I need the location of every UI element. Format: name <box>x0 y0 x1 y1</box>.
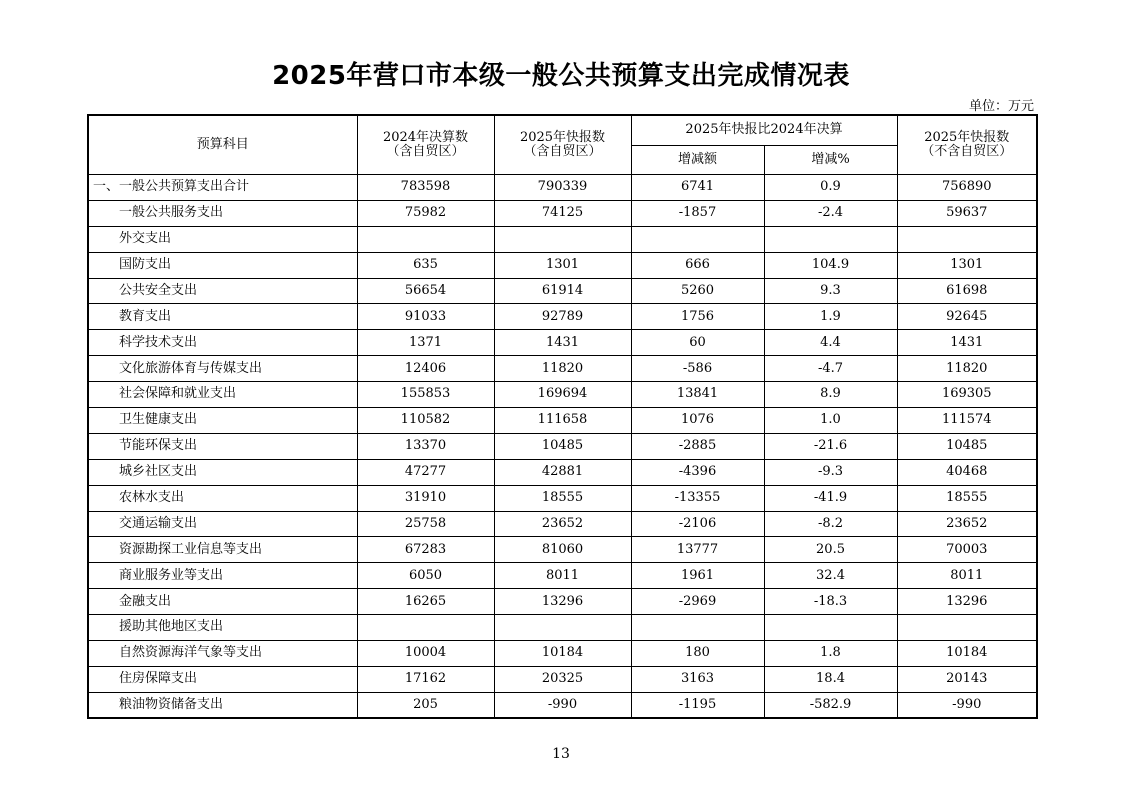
cell-2024-actual: 17162 <box>357 666 494 692</box>
cell-change-amount: -2885 <box>631 433 764 459</box>
cell-change-amount: 13841 <box>631 382 764 408</box>
cell-subject: 交通运输支出 <box>88 511 357 537</box>
cell-2025-flash-excl: 169305 <box>897 382 1037 408</box>
table-row <box>88 537 1037 563</box>
cell-change-pct: 18.4 <box>764 666 897 692</box>
cell-change-amount: 6741 <box>631 175 764 201</box>
cell-2025-flash <box>494 226 631 252</box>
cell-2025-flash: 11820 <box>494 356 631 382</box>
cell-change-amount: -1195 <box>631 692 764 718</box>
cell-2025-flash-excl: 111574 <box>897 408 1037 434</box>
cell-change-pct: -18.3 <box>764 589 897 615</box>
cell-subject: 卫生健康支出 <box>88 408 357 434</box>
cell-2024-actual: 75982 <box>357 200 494 226</box>
cell-2025-flash <box>494 615 631 641</box>
cell-2024-actual: 56654 <box>357 278 494 304</box>
cell-subject: 城乡社区支出 <box>88 459 357 485</box>
table-row <box>88 330 1037 356</box>
cell-subject: 粮油物资储备支出 <box>88 692 357 718</box>
cell-2024-actual: 12406 <box>357 356 494 382</box>
header-2024-actual-line2: （含自贸区） <box>386 144 465 159</box>
cell-2024-actual: 67283 <box>357 537 494 563</box>
cell-subject: 社会保障和就业支出 <box>88 382 357 408</box>
cell-2025-flash: 1431 <box>494 330 631 356</box>
cell-subject: 一般公共服务支出 <box>88 200 357 226</box>
cell-change-pct: -8.2 <box>764 511 897 537</box>
cell-2025-flash: 8011 <box>494 563 631 589</box>
header-2025-flash-line2: （含自贸区） <box>523 144 602 159</box>
budget-table <box>87 114 1038 719</box>
cell-2024-actual: 6050 <box>357 563 494 589</box>
cell-change-amount: -2106 <box>631 511 764 537</box>
cell-2025-flash-excl: 10184 <box>897 641 1037 667</box>
header-2025-flash-line1: 2025年快报数 <box>519 129 606 145</box>
cell-change-amount: 1961 <box>631 563 764 589</box>
cell-2025-flash-excl: 92645 <box>897 304 1037 330</box>
cell-2025-flash: 23652 <box>494 511 631 537</box>
cell-2025-flash: 111658 <box>494 408 631 434</box>
header-change-pct: 增减% <box>764 146 897 175</box>
cell-subject: 金融支出 <box>88 589 357 615</box>
cell-2025-flash: 92789 <box>494 304 631 330</box>
table-row <box>88 641 1037 667</box>
header-2025-flash-excl-line2: （不含自贸区） <box>921 144 1013 159</box>
cell-2024-actual: 635 <box>357 252 494 278</box>
cell-change-amount <box>631 615 764 641</box>
cell-change-amount: -1857 <box>631 200 764 226</box>
cell-change-amount: 13777 <box>631 537 764 563</box>
table-row <box>88 485 1037 511</box>
cell-subject: 国防支出 <box>88 252 357 278</box>
cell-2024-actual: 10004 <box>357 641 494 667</box>
cell-subject: 公共安全支出 <box>88 278 357 304</box>
cell-subject: 自然资源海洋气象等支出 <box>88 641 357 667</box>
cell-change-pct: -9.3 <box>764 459 897 485</box>
cell-change-amount <box>631 226 764 252</box>
cell-2025-flash-excl: 11820 <box>897 356 1037 382</box>
cell-2024-actual: 13370 <box>357 433 494 459</box>
cell-subject: 援助其他地区支出 <box>88 615 357 641</box>
table-row <box>88 278 1037 304</box>
cell-change-pct: 4.4 <box>764 330 897 356</box>
cell-2024-actual: 91033 <box>357 304 494 330</box>
cell-subject: 科学技术支出 <box>88 330 357 356</box>
table-row <box>88 511 1037 537</box>
cell-2024-actual <box>357 226 494 252</box>
cell-2025-flash: 10485 <box>494 433 631 459</box>
page-title: 2025年营口市本级一般公共预算支出完成情况表 <box>272 61 850 91</box>
cell-2024-actual: 783598 <box>357 175 494 201</box>
table-row <box>88 252 1037 278</box>
cell-2025-flash-excl: 756890 <box>897 175 1037 201</box>
table-row <box>88 304 1037 330</box>
table-header-row <box>88 115 1037 146</box>
cell-change-pct: -21.6 <box>764 433 897 459</box>
cell-2025-flash-excl: 59637 <box>897 200 1037 226</box>
cell-2025-flash-excl: 61698 <box>897 278 1037 304</box>
cell-2025-flash: 10184 <box>494 641 631 667</box>
cell-change-amount: -4396 <box>631 459 764 485</box>
cell-subject: 资源勘探工业信息等支出 <box>88 537 357 563</box>
table-row <box>88 692 1037 718</box>
cell-2025-flash: 169694 <box>494 382 631 408</box>
table-row <box>88 433 1037 459</box>
cell-subject: 商业服务业等支出 <box>88 563 357 589</box>
cell-2024-actual: 16265 <box>357 589 494 615</box>
cell-2025-flash-excl: 10485 <box>897 433 1037 459</box>
cell-change-pct: 1.8 <box>764 641 897 667</box>
table-row <box>88 563 1037 589</box>
cell-change-pct: 20.5 <box>764 537 897 563</box>
cell-subject: 教育支出 <box>88 304 357 330</box>
cell-2025-flash-excl <box>897 615 1037 641</box>
cell-change-amount: -2969 <box>631 589 764 615</box>
cell-2025-flash: 790339 <box>494 175 631 201</box>
table-row <box>88 589 1037 615</box>
cell-change-pct: -2.4 <box>764 200 897 226</box>
cell-2025-flash: 20325 <box>494 666 631 692</box>
cell-change-pct: 0.9 <box>764 175 897 201</box>
cell-2025-flash-excl: 20143 <box>897 666 1037 692</box>
cell-2024-actual: 205 <box>357 692 494 718</box>
table-row <box>88 408 1037 434</box>
cell-2025-flash-excl: 13296 <box>897 589 1037 615</box>
cell-change-pct: 104.9 <box>764 252 897 278</box>
cell-change-amount: 666 <box>631 252 764 278</box>
table-row <box>88 615 1037 641</box>
header-compare-group: 2025年快报比2024年决算 <box>631 115 897 146</box>
header-2025-flash-excl-line1: 2025年快报数 <box>924 129 1010 145</box>
header-subject: 预算科目 <box>88 115 357 175</box>
cell-2025-flash-excl: 1431 <box>897 330 1037 356</box>
cell-2025-flash: 13296 <box>494 589 631 615</box>
header-2024-actual-line1: 2024年决算数 <box>382 129 469 145</box>
cell-change-pct: -41.9 <box>764 485 897 511</box>
cell-change-pct: 1.9 <box>764 304 897 330</box>
table-row <box>88 200 1037 226</box>
cell-change-amount: -586 <box>631 356 764 382</box>
table-row <box>88 666 1037 692</box>
cell-change-amount: 3163 <box>631 666 764 692</box>
table-body <box>88 175 1037 719</box>
cell-2025-flash-excl: -990 <box>897 692 1037 718</box>
cell-change-amount: 1756 <box>631 304 764 330</box>
table-row <box>88 175 1037 201</box>
cell-2025-flash-excl: 40468 <box>897 459 1037 485</box>
cell-change-pct <box>764 615 897 641</box>
header-2025-flash <box>494 115 631 175</box>
cell-2025-flash: 81060 <box>494 537 631 563</box>
unit-label: 单位：万元 <box>968 99 1034 114</box>
cell-2025-flash: -990 <box>494 692 631 718</box>
cell-change-pct <box>764 226 897 252</box>
cell-subject: 外交支出 <box>88 226 357 252</box>
cell-2025-flash-excl: 23652 <box>897 511 1037 537</box>
cell-2025-flash-excl: 1301 <box>897 252 1037 278</box>
table-row <box>88 356 1037 382</box>
header-2024-actual <box>357 115 494 175</box>
cell-2025-flash-excl <box>897 226 1037 252</box>
cell-subject: 住房保障支出 <box>88 666 357 692</box>
cell-change-amount: 1076 <box>631 408 764 434</box>
header-2025-flash-excl <box>897 115 1037 175</box>
table-row <box>88 459 1037 485</box>
cell-change-pct: 9.3 <box>764 278 897 304</box>
page-number: 13 <box>552 746 570 762</box>
cell-2025-flash-excl: 8011 <box>897 563 1037 589</box>
cell-change-pct: 32.4 <box>764 563 897 589</box>
table-row <box>88 382 1037 408</box>
table-row <box>88 226 1037 252</box>
cell-2024-actual: 47277 <box>357 459 494 485</box>
cell-change-amount: 60 <box>631 330 764 356</box>
cell-2024-actual <box>357 615 494 641</box>
cell-subject: 农林水支出 <box>88 485 357 511</box>
cell-2025-flash-excl: 18555 <box>897 485 1037 511</box>
cell-2025-flash: 61914 <box>494 278 631 304</box>
header-change-amount: 增减额 <box>631 146 764 175</box>
cell-2024-actual: 31910 <box>357 485 494 511</box>
cell-change-pct: -582.9 <box>764 692 897 718</box>
cell-2025-flash: 42881 <box>494 459 631 485</box>
cell-2024-actual: 25758 <box>357 511 494 537</box>
cell-change-pct: 8.9 <box>764 382 897 408</box>
cell-2025-flash: 74125 <box>494 200 631 226</box>
cell-2025-flash: 18555 <box>494 485 631 511</box>
cell-subject: 一、一般公共预算支出合计 <box>88 175 357 201</box>
cell-change-pct: 1.0 <box>764 408 897 434</box>
cell-2025-flash-excl: 70003 <box>897 537 1037 563</box>
cell-2024-actual: 110582 <box>357 408 494 434</box>
cell-change-pct: -4.7 <box>764 356 897 382</box>
cell-change-amount: 5260 <box>631 278 764 304</box>
cell-change-amount: 180 <box>631 641 764 667</box>
cell-2024-actual: 1371 <box>357 330 494 356</box>
cell-subject: 文化旅游体育与传媒支出 <box>88 356 357 382</box>
cell-change-amount: -13355 <box>631 485 764 511</box>
cell-2024-actual: 155853 <box>357 382 494 408</box>
cell-subject: 节能环保支出 <box>88 433 357 459</box>
cell-2025-flash: 1301 <box>494 252 631 278</box>
